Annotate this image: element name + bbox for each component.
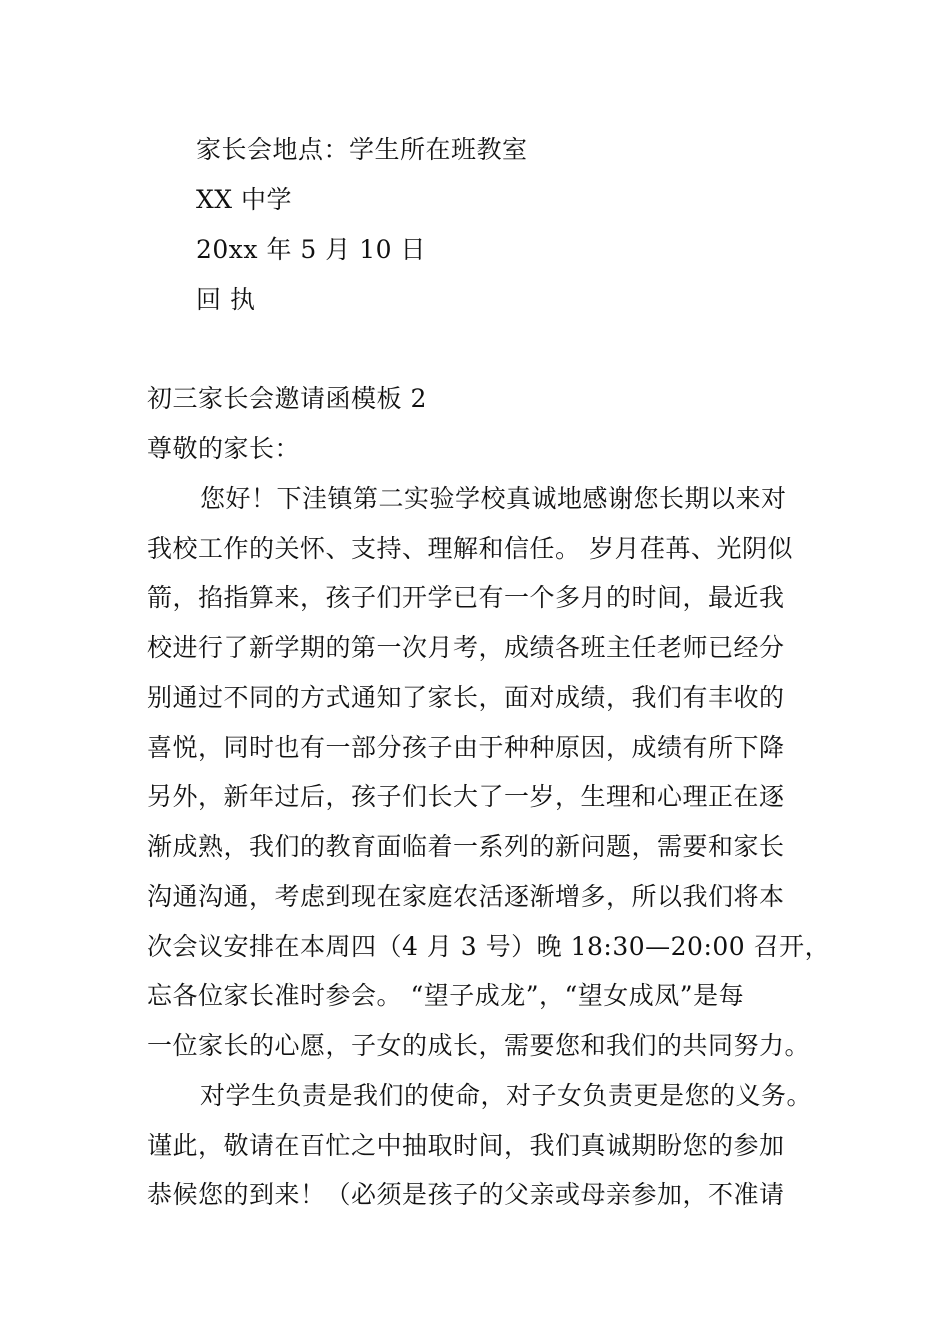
body-line: 对学生负责是我们的使命，对子女负责更是您的义务。 [200,1081,813,1110]
body-line: 校进行了新学期的第一次月考，成绩各班主任老师已经分 [147,633,785,662]
body-line: 一位家长的心愿，子女的成长，需要您和我们的共同努力。 [147,1031,811,1060]
body-line: 沟通沟通，考虑到现在家庭农活逐渐增多，所以我们将本 [147,882,785,911]
body-line: 恭候您的到来！（必须是孩子的父亲或母亲参加，不准请 [147,1180,785,1209]
section-title: 初三家长会邀请函模板 2 [147,384,427,413]
body-line: 别通过不同的方式通知了家长，面对成绩，我们有丰收的 [147,683,785,712]
body-line: 喜悦，同时也有一部分孩子由于种种原因，成绩有所下降 [147,733,785,762]
body-line: 箭，掐指算来，孩子们开学已有一个多月的时间，最近我 [147,583,785,612]
body-line: 渐成熟，我们的教育面临着一系列的新问题，需要和家长 [147,832,785,861]
body-line: 谨此，敬请在百忙之中抽取时间，我们真诚期盼您的参加 [147,1131,785,1160]
body-line: 您好！下洼镇第二实验学校真诚地感谢您长期以来对 [200,484,787,513]
salutation: 尊敬的家长： [147,434,301,463]
body-line: 我校工作的关怀、支持、理解和信任。 岁月荏苒、光阴似 [147,534,793,563]
date-line: 20xx 年 5 月 10 日 [196,235,426,264]
receipt-heading: 回 执 [196,285,256,314]
body-line: 次会议安排在本周四（4 月 3 号）晚 18:30—20:00 召开， [147,932,831,961]
meeting-location: 家长会地点：学生所在班教室 [196,135,528,164]
body-line: 忘各位家长准时参会。 “望子成龙”，“望女成凤”是每 [147,981,745,1010]
body-line: 另外，新年过后，孩子们长大了一岁，生理和心理正在逐 [147,782,785,811]
school-name: XX 中学 [196,185,293,214]
